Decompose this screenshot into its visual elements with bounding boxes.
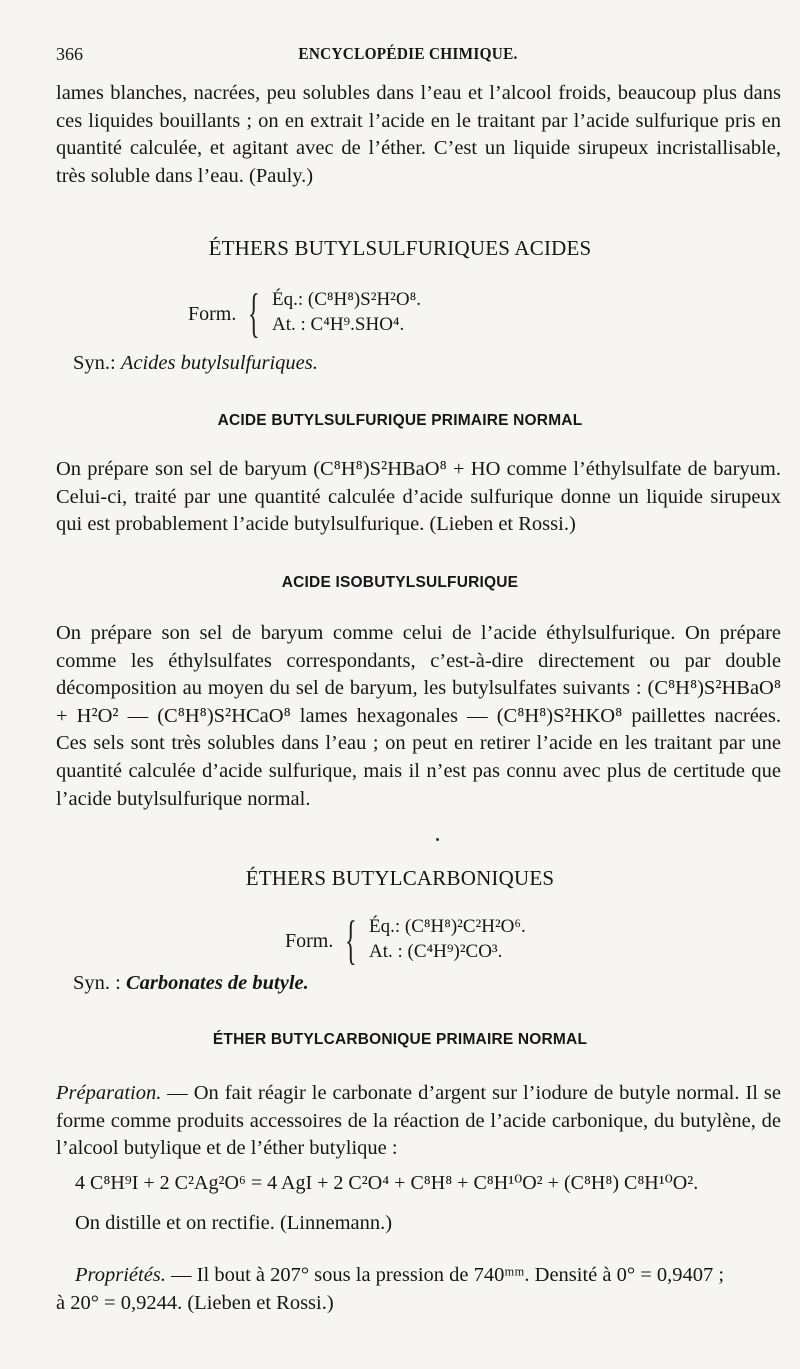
page-number: 366 <box>56 44 83 64</box>
preparation-text: — On fait réagir le carbonate d’argent sur l’iodure de butyle normal. Il se forme comme produits accessoires de la réaction de l’acide carbonique, du butylène, de l’alcool butylique et de l’éther butylique : <box>56 1082 781 1160</box>
brace-glyph: { <box>345 910 357 970</box>
section-title-butylsulfuriques: ÉTHERS BUTYLSULFURIQUES ACIDES <box>208 236 592 260</box>
synonym-line-butylcarboniques <box>73 972 309 995</box>
preparation-label: Préparation. <box>56 1082 162 1104</box>
intro-paragraph: lames blanches, nacrées, peu solubles dans l’eau et l’alcool froids, beaucoup plus dans ces liquides bouillants ; on en extrait l’acide en le traitant par l’acide sulfurique pris en quantité calculée, et agitant avec de l’éther. C’est un liquide sirupeux incristallisable, très soluble dans l’eau. (Pauly.) <box>56 82 781 187</box>
paragraph-preparation <box>56 1080 781 1163</box>
distill-line: On distille et on rectifie. (Linnemann.) <box>75 1212 393 1234</box>
formula-equivalent: Éq.: (C⁸H⁸)²C²H²O⁶. <box>369 916 526 937</box>
paragraph-isobutyl: On prépare son sel de baryum comme celui de l’acide éthylsulfurique. On prépare comme les éthylsulfates correspondants, c’est-à-dire directement ou par double décomposition au moyen du sel de baryum, les butylsulfates suivants : (C⁸H⁸)S²HBaO⁸ + H²O² — (C⁸H⁸)S²HCaO⁸ lames hexagonales — (C⁸H⁸)S²HKO⁸ paillettes nacrées. Ces sels sont très solubles dans l’eau ; on peut en retirer l’acide en les traitant par une quantité calculée d’acide sulfurique, mais il n’est pas connu avec plus de certitude que l’acide butylsulfurique normal. <box>56 622 781 810</box>
formula-equivalent: Éq.: (C⁸H⁸)S²H²O⁸. <box>272 289 421 310</box>
formula-atomic: At. : (C⁴H⁹)²CO³. <box>369 941 503 962</box>
formula-atomic: At. : C⁴H⁹.SHO⁴. <box>272 314 405 335</box>
print-speck <box>436 838 439 841</box>
synonym-value: Carbonates de butyle. <box>125 972 309 994</box>
properties-text-1: — Il bout à 207° sous la pression de 740ᵐᵐ. Densité à 0° = 0,9407 ; <box>165 1264 725 1286</box>
brace-glyph: { <box>248 283 260 343</box>
reaction-equation: 4 C⁸H⁹I + 2 C²Ag²O⁶ = 4 AgI + 2 C²O⁴ + C⁸H⁸ + C⁸H¹⁰O² + (C⁸H⁸) C⁸H¹⁰O². <box>75 1172 699 1194</box>
subsection-title-primaire-normal: ACIDE BUTYLSULFURIQUE PRIMAIRE NORMAL <box>217 412 583 429</box>
subsection-title-isobutyl: ACIDE ISOBUTYLSULFURIQUE <box>281 574 519 591</box>
running-title: ENCYCLOPÉDIE CHIMIQUE. <box>298 44 518 63</box>
synonym-line-butylsulfuriques <box>73 352 318 375</box>
properties-label: Propriétés. <box>75 1264 166 1286</box>
synonym-label: Syn.: <box>73 352 116 374</box>
formula-label: Form. <box>188 303 237 325</box>
synonym-value: Acides butylsulfuriques. <box>120 352 318 374</box>
properties-line-2: à 20° = 0,9244. (Lieben et Rossi.) <box>56 1292 334 1314</box>
properties-line-1 <box>75 1264 724 1287</box>
synonym-label: Syn. : <box>73 972 121 994</box>
paragraph-primaire-normal: On prépare son sel de baryum (C⁸H⁸)S²HBaO⁸ + HO comme l’éthylsulfate de baryum. Celui-ci, traité par une quantité calculée d’acide sulfurique donne un liquide sirupeux qui est probablement l’acide butylsulfurique. (Lieben et Rossi.) <box>56 458 781 536</box>
subsection-title-ether-carbonique: ÉTHER BUTYLCARBONIQUE PRIMAIRE NORMAL <box>212 1031 588 1048</box>
running-header <box>56 44 760 68</box>
section-title-butylcarboniques: ÉTHERS BUTYLCARBONIQUES <box>245 866 555 890</box>
formula-label: Form. <box>285 930 334 952</box>
